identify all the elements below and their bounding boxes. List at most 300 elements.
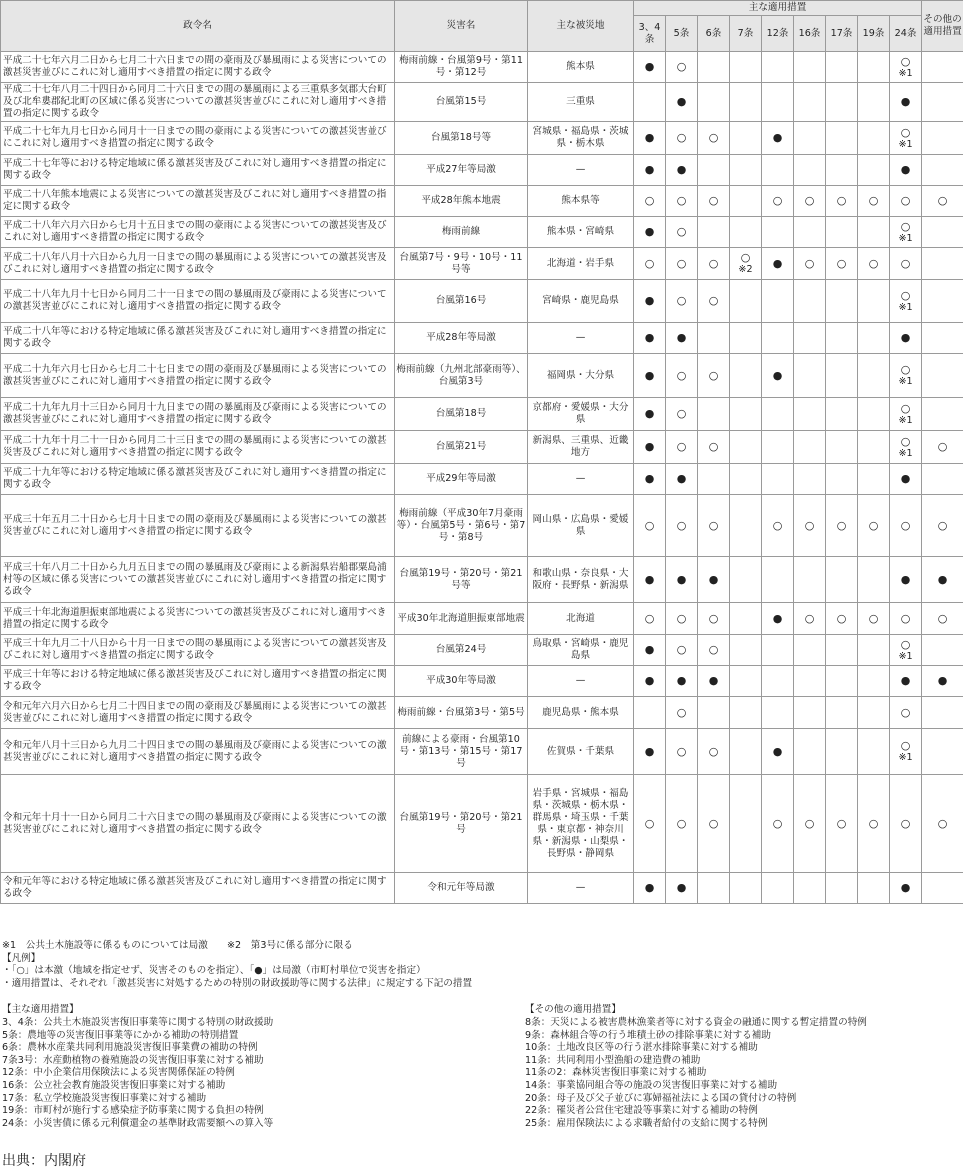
measure-cell	[698, 248, 730, 280]
measure-cell	[762, 603, 794, 635]
open-circle-icon: ○	[676, 705, 687, 719]
list-item: 6条：農林水産業共同利用施設災害復旧事業費の補助の特例	[2, 1042, 258, 1054]
measure-cell	[794, 155, 826, 186]
open-circle-icon: ○	[900, 219, 911, 233]
measure-cell	[666, 557, 698, 603]
measure-cell	[666, 775, 698, 873]
list-item: 24条：小災害債に係る元利償還金の基準財政需要額への算入等	[2, 1117, 274, 1129]
filled-circle-icon: ●	[676, 572, 687, 586]
disaster-name: 平成30年北海道胆振東部地震	[395, 603, 528, 635]
ordinance-name: 平成二十七年九月七日から同月十一日までの間の豪雨による災害についての激甚災害並びにこれに対し適用すべき措置の指定に関する政令	[1, 122, 395, 155]
measure-cell	[922, 398, 963, 431]
filled-circle-icon: ●	[644, 643, 655, 656]
measure-cell	[762, 635, 794, 666]
measure-cell	[634, 666, 666, 697]
affected-area: 熊本県等	[528, 186, 634, 217]
header-col-7: 7条	[730, 16, 762, 52]
measure-cell	[730, 495, 762, 557]
other-measures-list	[525, 1004, 963, 1130]
filled-circle-icon: ●	[772, 256, 783, 270]
filled-circle-icon: ●	[772, 611, 783, 625]
disaster-name: 平成28年熊本地震	[395, 186, 528, 217]
measure-cell	[794, 122, 826, 155]
measure-cell	[794, 775, 826, 873]
measure-cell	[826, 248, 858, 280]
measure-cell	[858, 557, 890, 603]
measure-cell	[730, 52, 762, 83]
open-circle-icon: ○	[708, 816, 719, 830]
source-credit: 出典：内閣府	[2, 1153, 86, 1169]
filled-circle-icon: ●	[676, 331, 687, 344]
table-row	[1, 248, 963, 280]
table-row	[1, 217, 963, 248]
measure-cell	[922, 775, 963, 873]
measure-cell	[730, 398, 762, 431]
open-circle-icon: ○	[937, 194, 948, 207]
measure-cell	[698, 186, 730, 217]
open-circle-icon: ○	[708, 131, 719, 144]
measure-cell	[666, 280, 698, 323]
ordinance-name: 令和元年十月十一日から同月二十六日までの間の暴風雨及び豪雨による災害についての激甚災害並びにこれに対し適用すべき措置の指定に関する政令	[1, 775, 395, 873]
open-circle-icon: ○	[937, 440, 948, 453]
measure-cell	[922, 464, 963, 495]
measure-cell	[794, 248, 826, 280]
measure-cell	[634, 186, 666, 217]
measure-cell	[890, 635, 922, 666]
filled-circle-icon: ●	[644, 163, 655, 176]
measure-cell	[922, 495, 963, 557]
open-circle-icon: ○	[836, 256, 847, 270]
measure-cell	[922, 729, 963, 775]
measure-cell	[666, 248, 698, 280]
open-circle-icon: ○	[804, 194, 815, 207]
open-circle-icon: ○	[740, 251, 751, 264]
measure-cell	[890, 873, 922, 904]
affected-area: 鳥取県・宮崎県・鹿児島県	[528, 635, 634, 666]
ordinance-name: 平成二十七年六月二日から七月二十六日までの間の豪雨及び暴風雨による災害についての激甚災害並びにこれに対し適用すべき措置の指定に関する政令	[1, 52, 395, 83]
disaster-name: 平成30年等局激	[395, 666, 528, 697]
measure-cell	[666, 354, 698, 398]
measure-cell	[826, 635, 858, 666]
filled-circle-icon: ●	[900, 572, 911, 586]
measure-cell	[858, 122, 890, 155]
affected-area: 宮崎県・鹿児島県	[528, 280, 634, 323]
header-disaster: 災害名	[395, 1, 528, 52]
measure-cell	[890, 431, 922, 464]
measure-cell	[762, 775, 794, 873]
measure-cell	[826, 217, 858, 248]
filled-circle-icon: ●	[644, 674, 655, 687]
measure-cell	[762, 217, 794, 248]
table-row	[1, 495, 963, 557]
measure-cell	[794, 83, 826, 122]
measure-cell	[730, 323, 762, 354]
measure-cell	[634, 729, 666, 775]
measure-cell	[890, 603, 922, 635]
other-measures-title: 【その他の適用措置】	[525, 1004, 621, 1016]
disaster-name: 台風第16号	[395, 280, 528, 323]
open-circle-icon: ○	[900, 401, 911, 415]
disaster-name: 台風第7号・9号・10号・11号等	[395, 248, 528, 280]
measure-cell	[762, 122, 794, 155]
measure-cell	[890, 398, 922, 431]
measure-cell	[730, 635, 762, 666]
measure-cell	[666, 635, 698, 666]
measure-cell	[730, 873, 762, 904]
header-col-12: 12条	[762, 16, 794, 52]
filled-circle-icon: ●	[644, 225, 655, 238]
filled-circle-icon: ●	[900, 472, 911, 485]
measure-cell	[634, 603, 666, 635]
table-header	[1, 1, 963, 52]
measure-cell	[762, 52, 794, 83]
measure-cell	[634, 217, 666, 248]
ordinance-name: 平成二十七年八月二十四日から同月二十六日までの間の暴風雨による三重県多気郡大台町及び北牟婁郡紀北町の区域に係る災害についての激甚災害並びにこれに対し適用すべき措置の指定に関する政令	[1, 83, 395, 122]
measure-cell	[634, 697, 666, 729]
filled-circle-icon: ●	[900, 674, 911, 687]
open-circle-icon: ○	[900, 637, 911, 651]
measure-cell	[634, 431, 666, 464]
ordinance-name: 平成二十八年等における特定地域に係る激甚災害及びこれに対し適用すべき措置の指定に関する政令	[1, 323, 395, 354]
measure-cell	[634, 122, 666, 155]
measure-cell	[922, 186, 963, 217]
list-item: 11条：共同利用小型漁船の建造費の補助	[525, 1054, 701, 1066]
header-col-6: 6条	[698, 16, 730, 52]
list-item: 11条の2：森林災害復旧事業に対する補助	[525, 1067, 707, 1079]
table-row	[1, 666, 963, 697]
filled-circle-icon: ●	[644, 440, 655, 453]
measure-cell	[698, 52, 730, 83]
affected-area: 佐賀県・千葉県	[528, 729, 634, 775]
table-row	[1, 280, 963, 323]
measure-cell	[698, 873, 730, 904]
ordinance-name: 平成二十八年六月六日から七月十五日までの間の豪雨による災害についての激甚災害及びこれに対し適用すべき措置の指定に関する政令	[1, 217, 395, 248]
open-circle-icon: ○	[708, 518, 719, 532]
disaster-name: 前線による豪雨・台風第10号・第13号・第15号・第17号	[395, 729, 528, 775]
footnote: ※1 公共土木施設等に係るものについては局激 ※2 第3号に係る部分に限る	[2, 940, 353, 951]
measure-cell	[890, 323, 922, 354]
affected-area: 三重県	[528, 83, 634, 122]
table-row	[1, 697, 963, 729]
list-item: 19条：市町村が施行する感染症予防事業に関する負担の特例	[2, 1105, 264, 1117]
open-circle-icon: ○	[900, 739, 911, 752]
measure-cell	[634, 52, 666, 83]
open-circle-icon: ○	[708, 294, 719, 307]
affected-area: —	[528, 155, 634, 186]
open-circle-icon: ○	[868, 256, 879, 270]
measure-cell	[826, 495, 858, 557]
measure-lists	[2, 1004, 960, 1132]
measure-cell	[858, 398, 890, 431]
affected-area: 宮城県・福島県・茨城県・栃木県	[528, 122, 634, 155]
open-circle-icon: ○	[676, 816, 687, 830]
header-col-17: 17条	[826, 16, 858, 52]
open-circle-icon: ○	[868, 611, 879, 625]
table-row	[1, 729, 963, 775]
measure-cell	[698, 155, 730, 186]
open-circle-icon: ○	[836, 611, 847, 625]
filled-circle-icon: ●	[644, 572, 655, 586]
affected-area: 熊本県・宮崎県	[528, 217, 634, 248]
open-circle-icon: ○	[676, 194, 687, 207]
open-circle-icon: ○	[676, 518, 687, 532]
open-circle-icon: ○	[900, 705, 911, 719]
measure-cell	[794, 354, 826, 398]
measure-cell	[794, 217, 826, 248]
measure-cell	[762, 280, 794, 323]
measure-cell	[634, 83, 666, 122]
measure-cell	[858, 495, 890, 557]
filled-circle-icon: ●	[644, 60, 655, 73]
measure-cell	[634, 557, 666, 603]
measure-cell	[698, 666, 730, 697]
measure-cell	[762, 557, 794, 603]
measure-cell	[922, 83, 963, 122]
ordinance-name: 平成二十九年等における特定地域に係る激甚災害及びこれに対し適用すべき措置の指定に関する政令	[1, 464, 395, 495]
measure-cell	[890, 775, 922, 873]
open-circle-icon: ○	[804, 611, 815, 625]
table-row	[1, 122, 963, 155]
footnote-ref: ※1	[898, 752, 913, 763]
measure-cell	[762, 323, 794, 354]
open-circle-icon: ○	[772, 194, 783, 207]
measure-cell	[890, 122, 922, 155]
open-circle-icon: ○	[900, 434, 911, 448]
affected-area: 福岡県・大分県	[528, 354, 634, 398]
measure-cell	[794, 635, 826, 666]
list-item: 22条：罹災者公営住宅建設等事業に対する補助の特例	[525, 1105, 758, 1117]
measure-cell	[762, 873, 794, 904]
measure-cell	[922, 280, 963, 323]
measure-cell	[698, 603, 730, 635]
measure-cell	[826, 729, 858, 775]
measure-cell	[730, 217, 762, 248]
measure-cell	[730, 697, 762, 729]
measure-cell	[762, 464, 794, 495]
filled-circle-icon: ●	[708, 674, 719, 687]
measure-cell	[634, 354, 666, 398]
filled-circle-icon: ●	[644, 294, 655, 307]
footnote-ref: ※1	[898, 376, 913, 387]
open-circle-icon: ○	[937, 816, 948, 830]
measure-cell	[794, 697, 826, 729]
affected-area: —	[528, 666, 634, 697]
open-circle-icon: ○	[900, 363, 911, 376]
measure-cell	[922, 217, 963, 248]
filled-circle-icon: ●	[644, 331, 655, 344]
header-col-3-4: 3、4条	[634, 16, 666, 52]
table-row	[1, 155, 963, 186]
disaster-name: 台風第24号	[395, 635, 528, 666]
measure-cell	[762, 495, 794, 557]
measure-cell	[890, 464, 922, 495]
ordinance-name: 令和元年八月十三日から九月二十四日までの間の暴風雨及び豪雨による災害についての激甚災害並びにこれに対し適用すべき措置の指定に関する政令	[1, 729, 395, 775]
footnote-ref: ※1	[898, 301, 913, 313]
measure-cell	[794, 52, 826, 83]
ordinance-name: 平成二十九年十月二十一日から同月二十三日までの間の暴風雨による災害についての激甚災害及びこれに対し適用すべき措置の指定に関する政令	[1, 431, 395, 464]
open-circle-icon: ○	[708, 194, 719, 207]
open-circle-icon: ○	[644, 816, 655, 830]
table-body	[1, 52, 963, 904]
ordinance-name: 平成二十九年六月七日から七月二十七日までの間の豪雨及び暴風雨による災害についての激甚災害並びにこれに対し適用すべき措置の指定に関する政令	[1, 354, 395, 398]
measure-cell	[634, 398, 666, 431]
measure-cell	[826, 873, 858, 904]
measure-cell	[730, 280, 762, 323]
measure-cell	[858, 666, 890, 697]
measure-cell	[666, 603, 698, 635]
measure-cell	[826, 603, 858, 635]
measure-cell	[730, 155, 762, 186]
filled-circle-icon: ●	[900, 331, 911, 344]
open-circle-icon: ○	[836, 194, 847, 207]
measure-cell	[826, 122, 858, 155]
open-circle-icon: ○	[676, 643, 687, 656]
measure-cell	[922, 603, 963, 635]
open-circle-icon: ○	[708, 611, 719, 625]
measure-cell	[794, 666, 826, 697]
open-circle-icon: ○	[868, 816, 879, 830]
measure-cell	[922, 323, 963, 354]
disaster-name: 台風第21号	[395, 431, 528, 464]
measure-cell	[890, 52, 922, 83]
measure-cell	[858, 280, 890, 323]
measure-cell	[730, 83, 762, 122]
disaster-name: 台風第19号・第20号・第21号等	[395, 557, 528, 603]
main-measures-title: 【主な適用措置】	[2, 1004, 79, 1016]
measure-cell	[794, 557, 826, 603]
disaster-name: 令和元年等局激	[395, 873, 528, 904]
measure-cell	[730, 603, 762, 635]
filled-circle-icon: ●	[644, 744, 655, 758]
measure-cell	[922, 431, 963, 464]
footnote-ref: ※1	[898, 650, 913, 662]
open-circle-icon: ○	[676, 60, 687, 73]
affected-area: 新潟県、三重県、近畿地方	[528, 431, 634, 464]
measure-cell	[634, 280, 666, 323]
table-row	[1, 323, 963, 354]
footnote-ref: ※1	[898, 232, 913, 244]
measure-cell	[730, 248, 762, 280]
affected-area: 熊本県	[528, 52, 634, 83]
open-circle-icon: ○	[708, 744, 719, 758]
measure-cell	[698, 464, 730, 495]
measure-cell	[826, 52, 858, 83]
ordinance-name: 令和元年等における特定地域に係る激甚災害及びこれに対し適用すべき措置の指定に関する政令	[1, 873, 395, 904]
open-circle-icon: ○	[676, 294, 687, 307]
measure-cell	[858, 155, 890, 186]
disaster-name: 平成27年等局激	[395, 155, 528, 186]
open-circle-icon: ○	[772, 816, 783, 830]
measure-cell	[794, 603, 826, 635]
open-circle-icon: ○	[676, 407, 687, 420]
disaster-name: 梅雨前線	[395, 217, 528, 248]
notes-section	[2, 940, 960, 1132]
measure-cell	[762, 83, 794, 122]
measure-cell	[698, 122, 730, 155]
header-area: 主な被災地	[528, 1, 634, 52]
measure-cell	[826, 464, 858, 495]
measure-cell	[666, 729, 698, 775]
filled-circle-icon: ●	[676, 472, 687, 485]
list-item: 8条：天災による被害農林漁業者等に対する資金の融通に関する暫定措置の特例	[525, 1016, 867, 1028]
list-item: 14条：事業協同組合等の施設の災害復旧事業に対する補助	[525, 1079, 778, 1091]
filled-circle-icon: ●	[708, 572, 719, 586]
table-row	[1, 398, 963, 431]
filled-circle-icon: ●	[644, 407, 655, 420]
open-circle-icon: ○	[644, 518, 655, 532]
list-item: 20条：母子及び父子並びに寡婦福祉法による国の貸付けの特例	[525, 1092, 797, 1104]
measure-cell	[762, 354, 794, 398]
measure-cell	[730, 431, 762, 464]
header-col-24: 24条	[890, 16, 922, 52]
table-row	[1, 873, 963, 904]
header-measures: 主な適用措置	[634, 1, 922, 16]
header-other-measures: その他の適用措置	[922, 1, 963, 52]
measure-cell	[730, 557, 762, 603]
disaster-name: 台風第18号	[395, 398, 528, 431]
measure-cell	[730, 464, 762, 495]
header-col-16: 16条	[794, 16, 826, 52]
measure-cell	[826, 323, 858, 354]
filled-circle-icon: ●	[676, 163, 687, 176]
filled-circle-icon: ●	[772, 744, 783, 758]
footnote-ref: ※1	[898, 138, 913, 150]
affected-area: 京都府・愛媛県・大分県	[528, 398, 634, 431]
measure-cell	[890, 697, 922, 729]
open-circle-icon: ○	[644, 611, 655, 625]
disaster-name: 平成28年等局激	[395, 323, 528, 354]
measure-cell	[762, 155, 794, 186]
filled-circle-icon: ●	[676, 881, 687, 894]
open-circle-icon: ○	[804, 518, 815, 532]
measure-cell	[922, 155, 963, 186]
measure-cell	[666, 186, 698, 217]
measure-cell	[666, 873, 698, 904]
open-circle-icon: ○	[676, 131, 687, 144]
measure-cell	[666, 666, 698, 697]
table-row	[1, 557, 963, 603]
measure-cell	[922, 122, 963, 155]
measure-cell	[890, 666, 922, 697]
list-item: 16条：公立社会教育施設災害復旧事業に対する補助	[2, 1079, 226, 1091]
open-circle-icon: ○	[900, 611, 911, 625]
open-circle-icon: ○	[937, 611, 948, 625]
measure-cell	[762, 398, 794, 431]
filled-circle-icon: ●	[937, 572, 948, 586]
table-row	[1, 186, 963, 217]
measure-cell	[794, 186, 826, 217]
ordinance-name: 平成二十九年九月十三日から同月十九日までの間の暴風雨及び豪雨による災害についての激甚災害並びにこれに対し適用すべき措置の指定に関する政令	[1, 398, 395, 431]
table-row	[1, 775, 963, 873]
open-circle-icon: ○	[937, 518, 948, 532]
measure-cell	[890, 186, 922, 217]
legend-line: ・「○」は本激（地域を指定せず、災害そのものを指定）、「●」は局激（市町村単位で災害を指定）	[2, 965, 426, 977]
measure-cell	[730, 775, 762, 873]
disaster-name: 梅雨前線・台風第3号・第5号	[395, 697, 528, 729]
open-circle-icon: ○	[900, 256, 911, 270]
affected-area: 鹿児島県・熊本県	[528, 697, 634, 729]
measure-cell	[634, 873, 666, 904]
main-measures-list	[2, 1004, 462, 1130]
open-circle-icon: ○	[676, 440, 687, 453]
open-circle-icon: ○	[708, 256, 719, 270]
measure-cell	[858, 323, 890, 354]
measure-cell	[922, 52, 963, 83]
open-circle-icon: ○	[836, 816, 847, 830]
open-circle-icon: ○	[900, 54, 911, 68]
legend-title: 【凡例】	[2, 952, 41, 964]
list-item: 17条：私立学校施設災害復旧事業に対する補助	[2, 1092, 207, 1104]
